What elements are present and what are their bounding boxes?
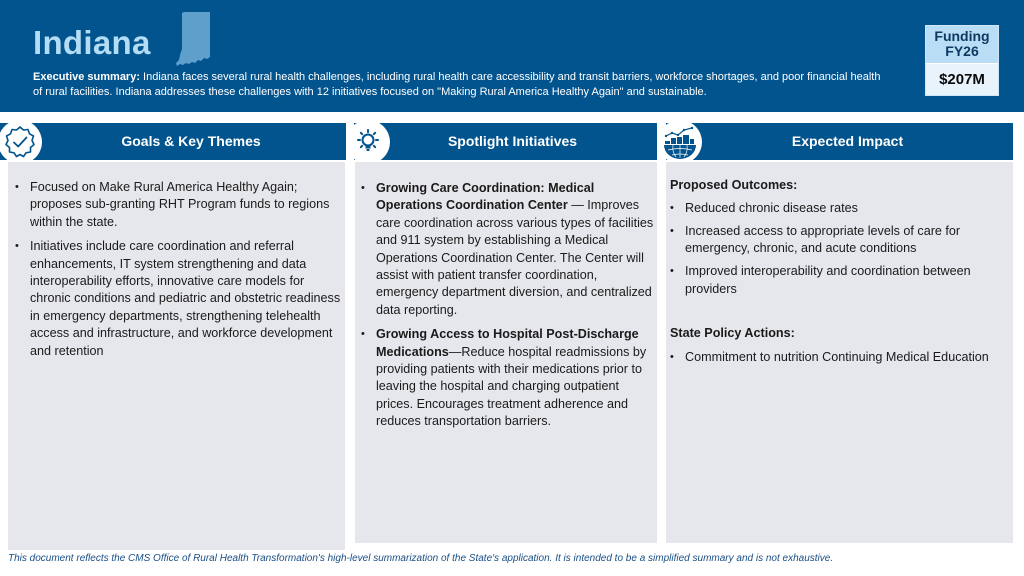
goals-list: [11, 179, 343, 367]
chart-globe-icon: [658, 120, 702, 164]
goals-item: • Focused on Make Rural America Healthy Again; proposes sub-granting RHT Program funds to regions within the state.: [11, 179, 343, 231]
policy-item: • Commitment to nutrition Continuing Medical Education: [666, 349, 1011, 366]
funding-label-line1: Funding: [934, 28, 990, 44]
spotlight-item-text: —Reduce hospital readmissions by providing patients with their medications prior to leaving the hospital and charging outpatient prices. Encourages treatment adherence and reduces transportation barriers.: [376, 344, 647, 429]
goals-item: • Initiatives include care coordination and referral enhancements, IT system strengthening and data interoperability efforts, innovative care models for chronic conditions and pediatric and obstetric readiness in emergency departments, strengthening telehealth access and infrastructure, and workforce development and retention: [11, 238, 343, 360]
outcome-item: • Improved interoperability and coordination between providers: [666, 263, 1011, 298]
outcome-item: • Increased access to appropriate levels of care for emergency, chronic, and acute conditions: [666, 223, 1011, 258]
outcomes-list: [666, 200, 1011, 304]
impact-panel-body: [666, 162, 1013, 543]
footer-disclaimer: This document reflects the CMS Office of Rural Health Transformation's high-level summarization of the State's application. It is intended to be a simplified summary and is not exhaustive.: [8, 553, 834, 564]
spotlight-item-title: Growing Access to Hospital Post-Discharge Medications: [376, 327, 639, 359]
executive-summary-label: Executive summary:: [33, 71, 140, 83]
policy-list: [666, 349, 1011, 366]
outcome-item: • Reduced chronic disease rates: [666, 200, 1011, 217]
spotlight-item-text: — Improves care coordination across various types of facilities and 911 system by establishing a Medical Operations Coordination Center. The Center will assist with patient transfer coordination, emergency department diversion, and centralized data reporting.: [376, 198, 654, 317]
outcomes-heading: Proposed Outcomes:: [670, 178, 798, 192]
funding-label-line2: FY26: [945, 43, 979, 59]
spotlight-item-title: Growing Care Coordination: Medical Operations Coordination Center: [376, 181, 595, 213]
lightbulb-icon: [346, 120, 390, 164]
spotlight-panel-body: [355, 162, 657, 543]
goals-panel-title: Goals & Key Themes: [0, 123, 346, 160]
funding-value: $207M: [926, 63, 998, 95]
header-banner: [0, 0, 1024, 112]
funding-label: [926, 26, 998, 63]
executive-summary-text: Indiana faces several rural health challenges, including rural health care accessibility and transit barriers, workforce shortages, and poor financial health of rural facilities. Indiana addresses these challenges with 12 initiatives focused on "Making Rural America Healthy Again" and sustainable.: [33, 71, 881, 98]
state-title: Indiana: [33, 24, 151, 61]
spotlight-list: [357, 180, 655, 438]
executive-summary: [33, 70, 883, 100]
badge-check-icon: [0, 120, 42, 164]
goals-panel-body: [8, 162, 345, 550]
policy-heading: State Policy Actions:: [670, 326, 795, 340]
funding-box: [925, 25, 999, 96]
impact-panel-title: Expected Impact: [666, 123, 1013, 160]
spotlight-item: [357, 180, 655, 319]
indiana-map-icon: [174, 9, 214, 66]
spotlight-panel-title: Spotlight Initiatives: [354, 123, 657, 160]
spotlight-item: [357, 326, 655, 430]
